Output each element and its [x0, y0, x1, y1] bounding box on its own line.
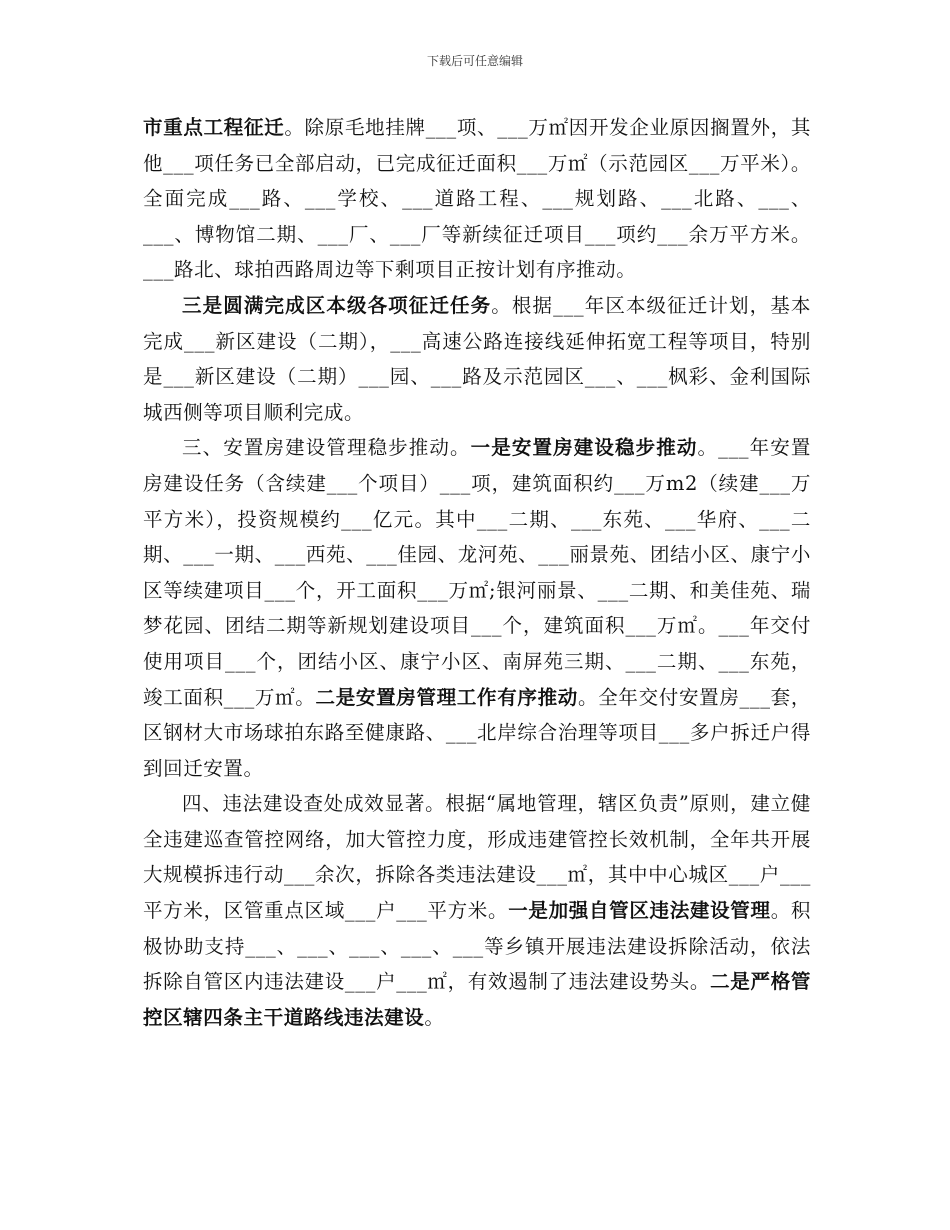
- section-3-title: 三、安置房建设管理稳步推动。: [182, 436, 471, 460]
- paragraph-2: [143, 288, 811, 430]
- paragraph-3-text-2: 。全年交付安置房___套，区钢材大市场球拍东路至健康路、___北岸综合治理等项目___多户拆迁户得到回迁安置。: [143, 685, 811, 780]
- section-4-text: 四、违法建设查处成效显著。根据“属地管理，辖区负责”原则，建立健全违建巡查管控网络，加大管控力度，形成违建管控长效机制，全年共开展大规模拆违行动___余次，拆除各类违法建设___㎡，其中中心城区___户___平方米，区管重点区域___户___平方米。: [143, 792, 811, 923]
- paragraph-1-text: 。除原毛地挂牌___项、___万㎡因开发企业原因搁置外，其他___项任务已全部启动，已完成征迁面积___万㎡（示范园区___万平米）。全面完成___路、___学校、___道路工程、___规划路、___北路、___、___、博物馆二期、___厂、___厂等新续征迁项目___项约___余万平方米。___路北、球拍西路周边等下剩项目正按计划有序推动。: [143, 116, 811, 282]
- paragraph-2-heading: 三是圆满完成区本级各项征迁任务: [182, 293, 492, 317]
- paragraph-4: [143, 786, 811, 1035]
- paragraph-4-text-2: 。: [424, 1005, 445, 1029]
- document-body: [143, 110, 811, 1035]
- paragraph-1-heading: 市重点工程征迁: [143, 116, 285, 139]
- paragraph-3-subheading-1: 一是安置房建设稳步推动: [470, 436, 698, 460]
- paragraph-3-text-1: 。___年安置房建设任务（含续建___个项目）___项，建筑面积约___万m2（续建___万平方米），投资规模约___亿元。其中___二期、___东苑、___华府、___二期、___一期、___西苑、___佳园、龙河苑、___丽景苑、团结小区、康宁小区等续建项目___个，开工面积___万㎡;银河丽景、___二期、和美佳苑、瑞梦花园、团结二期等新规划建设项目___个，建筑面积___万㎡。___年交付使用项目___个，团结小区、康宁小区、南屏苑三期、___二期、___东苑，竣工面积___万㎡。: [143, 436, 812, 709]
- paragraph-4-text-1: 。积极协助支持___、___、___、___、___等乡镇开展违法建设拆除活动，依法拆除自管区内违法建设___户___㎡，有效遏制了违法建设势头。: [143, 899, 811, 994]
- page-header: 下载后可任意编辑: [426, 54, 523, 68]
- paragraph-4-subheading-1: 一是加强自管区违法建设管理: [508, 899, 771, 923]
- paragraph-4-subheading-2: 二是严格管控区辖四条主干道路线违法建设: [143, 970, 811, 1029]
- paragraph-3: [143, 430, 811, 786]
- paragraph-1: [143, 110, 811, 288]
- paragraph-3-subheading-2: 二是安置房管理工作有序推动: [315, 685, 578, 709]
- paragraph-2-text: 。根据___年区本级征迁计划，基本完成___新区建设（二期），___高速公路连接线延伸拓宽工程等项目，特别是___新区建设（二期）___园、___路及示范园区___、___枫彩、金利国际城西侧等项目顺利完成。: [143, 293, 812, 424]
